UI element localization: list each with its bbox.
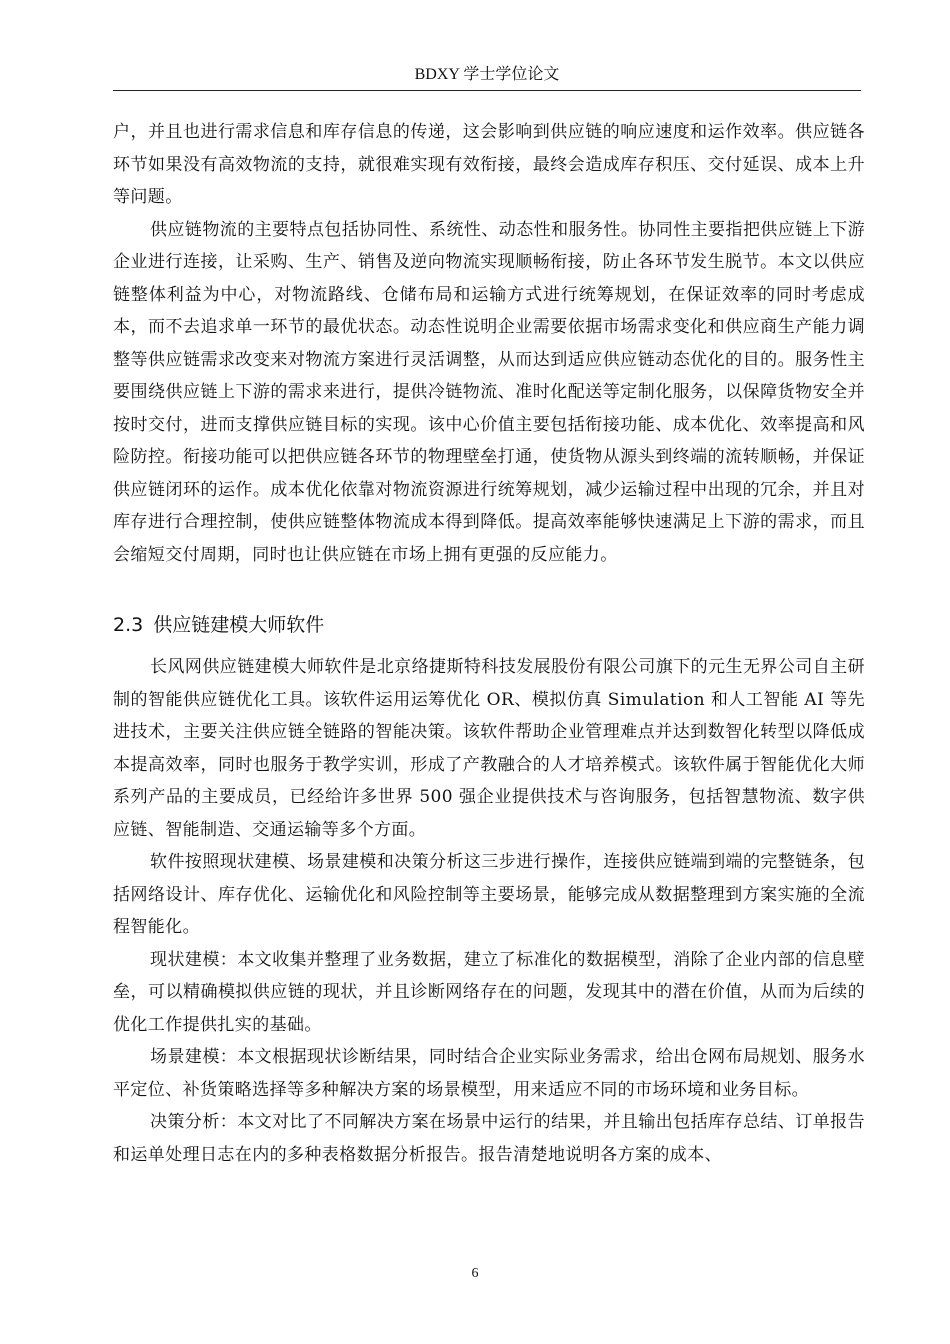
body-paragraph: 供应链物流的主要特点包括协同性、系统性、动态性和服务性。协同性主要指把供应链上下游企业进行连接，让采购、生产、销售及逆向物流实现顺畅衔接，防止各环节发生脱节。本文以供应链整体利益为中心，对物流路线、仓储布局和运输方式进行统筹规划，在保证效率的同时考虑成本，而不去追求单一环节的最优状态。动态性说明企业需要依据市场需求变化和供应商生产能力调整等供应链需求改变来对物流方案进行灵活调整，从而达到适应供应链动态优化的目的。服务性主要围绕供应链上下游的需求来进行，提供冷链物流、准时化配送等定制化服务，以保障货物安全并按时交付，进而支撑供应链目标的实现。该中心价值主要包括衔接功能、成本优化、效率提高和风险防控。衔接功能可以把供应链各环节的物理壁垒打通，使货物从源头到终端的流转顺畅，并保证供应链闭环的运作。成本优化依靠对物流资源进行统筹规划，减少运输过程中出现的冗余，并且对库存进行合理控制，使供应链整体物流成本得到降低。提高效率能够快速满足上下游的需求，而且会缩短交付周期，同时也让供应链在市场上拥有更强的反应能力。 bbox=[113, 219, 865, 565]
section-heading bbox=[113, 605, 865, 645]
page-number: 6 bbox=[471, 1266, 479, 1281]
body-paragraph: 场景建模：本文根据现状诊断结果，同时结合企业实际业务需求，给出仓网布局规划、服务水平定位、补货策略选择等多种解决方案的场景模型，用来适应不同的市场环境和业务目标。 bbox=[113, 1047, 865, 1100]
section-number: 2.3 bbox=[113, 614, 144, 636]
body-paragraph: 户，并且也进行需求信息和库存信息的传递，这会影响到供应链的响应速度和运作效率。供应链各环节如果没有高效物流的支持，就很难实现有效衔接，最终会造成库存积压、交付延误、成本上升等问题。 bbox=[113, 122, 865, 207]
section-title: 供应链建模大师软件 bbox=[153, 614, 325, 636]
body-paragraph: 现状建模：本文收集并整理了业务数据，建立了标准化的数据模型，消除了企业内部的信息壁垒，可以精确模拟供应链的现状，并且诊断网络存在的问题，发现其中的潜在价值，从而为后续的优化工作提供扎实的基础。 bbox=[113, 949, 865, 1035]
page-footer bbox=[0, 1266, 950, 1282]
header-title: BDXY 学士学位论文 bbox=[414, 66, 560, 83]
body-paragraph: 决策分析：本文对比了不同解决方案在场景中运行的结果，并且输出包括库存总结、订单报告和运单处理日志在内的多种表格数据分析报告。报告清楚地说明各方案的成本、 bbox=[113, 1112, 865, 1165]
page-header bbox=[113, 62, 861, 91]
body-paragraph: 长风网供应链建模大师软件是北京络捷斯特科技发展股份有限公司旗下的元生无界公司自主研制的智能供应链优化工具。该软件运用运筹优化 OR、模拟仿真 Simulation 和人工智能 AI 等先进技术，主要关注供应链全链路的智能决策。该软件帮助企业管理难点并达到数智化转型以降低成本提高效率，同时也服务于教学实训，形成了产教融合的人才培养模式。该软件属于智能优化大师系列产品的主要成员，已经给许多世界 500 强企业提供技术与咨询服务，包括智慧物流、数字供应链、智能制造、交通运输等多个方面。 bbox=[113, 657, 865, 840]
body-paragraph: 软件按照现状建模、场景建模和决策分析这三步进行操作，连接供应链端到端的完整链条，包括网络设计、库存优化、运输优化和风险控制等主要场景，能够完成从数据整理到方案实施的全流程智能化。 bbox=[113, 852, 865, 937]
page-body bbox=[113, 116, 865, 1171]
